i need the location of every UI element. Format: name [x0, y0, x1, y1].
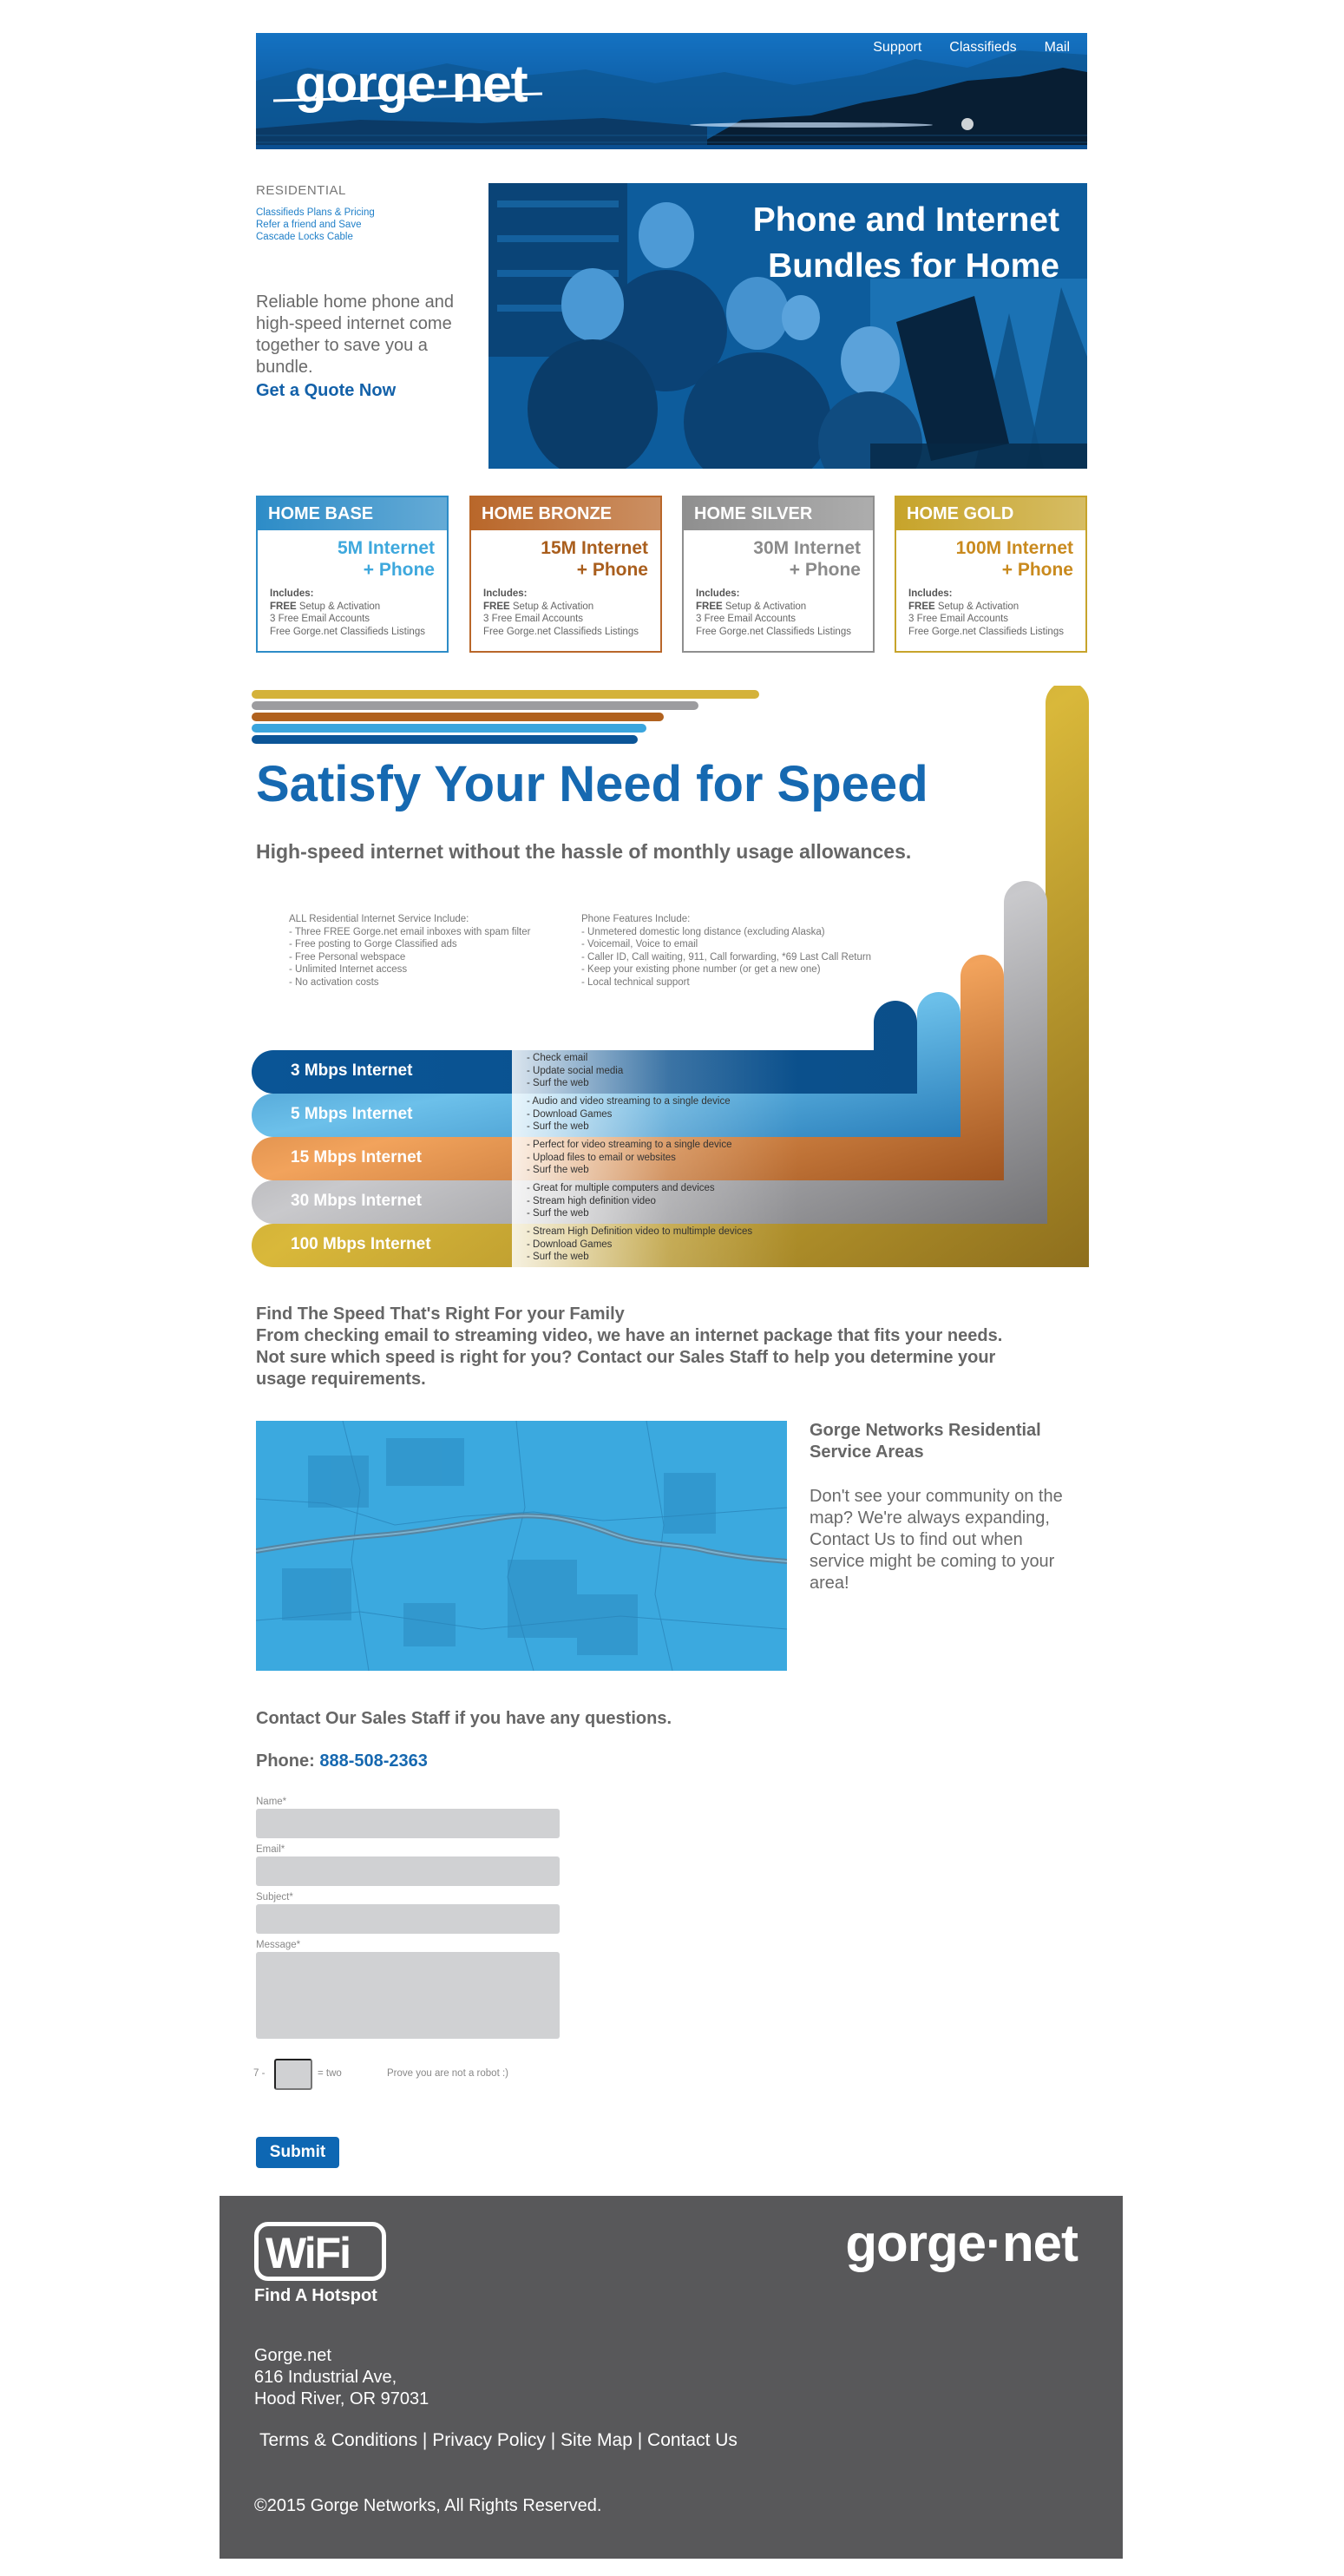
phone-feature-item: - Voicemail, Voice to email [581, 939, 698, 950]
message-label: Message* [256, 1940, 301, 1950]
plan-card-home-gold[interactable] [895, 496, 1087, 653]
tier-3mbps-label: 3 Mbps Internet [291, 1061, 413, 1080]
tier-desc-item: - Surf the web [527, 1078, 589, 1088]
free-label: FREE [270, 601, 297, 612]
tier-3mbps-desc [527, 1052, 623, 1090]
phone-features [581, 913, 871, 989]
footer-links [259, 2430, 738, 2451]
stripe-blue [252, 735, 638, 744]
phone-row [256, 1751, 428, 1771]
speed-subtitle: High-speed internet without the hassle of monthly usage allowances. [256, 840, 912, 863]
stripe-gold [252, 690, 759, 699]
includes-setup: Setup & Activation [722, 601, 807, 612]
plan-speed-line1: 30M Internet [753, 538, 861, 558]
address-city: Hood River, OR 97031 [254, 2389, 429, 2408]
includes-label: Includes: [908, 588, 953, 599]
get-quote-link[interactable]: Get a Quote Now [256, 381, 397, 400]
tier-desc-item: - Perfect for video streaming to a single device [527, 1140, 732, 1150]
tier-100mbps-desc [527, 1226, 752, 1264]
plan-card-home-silver[interactable] [682, 496, 875, 653]
header-logo[interactable]: gorge·net [295, 55, 528, 113]
submit-button[interactable]: Submit [256, 2137, 339, 2168]
sidebar-link-refer[interactable]: Refer a friend and Save [256, 220, 362, 230]
plan-includes [471, 588, 660, 638]
site-footer [220, 2196, 1123, 2559]
nav-mail-link[interactable]: Mail [1044, 40, 1070, 55]
promo-text: Reliable home phone and high-speed internet come together to save you a bundle. [256, 292, 454, 377]
link-separator: | [417, 2430, 433, 2450]
plan-name: HOME BRONZE [471, 497, 660, 530]
address-street: 616 Industrial Ave, [254, 2368, 397, 2387]
email-label: Email* [256, 1844, 285, 1855]
includes-classifieds: Free Gorge.net Classifieds Listings [483, 626, 639, 637]
includes-setup: Setup & Activation [934, 601, 1019, 612]
hero-banner [488, 183, 1087, 469]
privacy-link[interactable]: Privacy Policy [432, 2430, 546, 2450]
tier-desc-item: - Upload files to email or websites [527, 1152, 676, 1163]
site-header [256, 33, 1087, 149]
tier-15mbps-desc [527, 1139, 732, 1177]
terms-link[interactable]: Terms & Conditions [259, 2430, 418, 2450]
find-hotspot-link[interactable]: Find A Hotspot [254, 2286, 377, 2305]
internet-feature-item: - Unlimited Internet access [289, 964, 408, 975]
plan-speed-line1: 15M Internet [541, 538, 648, 558]
tier-desc-item: - Audio and video streaming to a single device [527, 1096, 731, 1107]
internet-features [289, 913, 530, 989]
free-label: FREE [696, 601, 723, 612]
speed-section [247, 686, 1093, 1267]
tier-100mbps-label: 100 Mbps Internet [291, 1235, 431, 1253]
internet-feature-item: - No activation costs [289, 976, 379, 988]
find-text-line: Not sure which speed is right for you? Contact our Sales Staff to help you determine your [256, 1348, 996, 1367]
plan-includes [684, 588, 873, 638]
subject-label: Subject* [256, 1892, 293, 1902]
find-heading: Find The Speed That's Right For your Family [256, 1304, 625, 1324]
plan-speed [258, 537, 447, 581]
phone-number-link[interactable]: 888-508-2363 [319, 1751, 428, 1771]
subject-input[interactable] [256, 1904, 560, 1934]
stripe-sky [252, 724, 646, 733]
plan-speed [896, 537, 1085, 581]
link-separator: | [632, 2430, 648, 2450]
stripe-silver [252, 701, 698, 710]
tier-15mbps-label: 15 Mbps Internet [291, 1148, 422, 1166]
plan-speed-line1: 100M Internet [955, 538, 1073, 558]
map-illustration [256, 1421, 787, 1671]
plan-includes [258, 588, 447, 638]
plan-speed [684, 537, 873, 581]
wifi-hotspot-icon[interactable] [254, 2222, 386, 2281]
tier-desc-item: - Surf the web [527, 1121, 589, 1132]
plan-speed-line2: + Phone [363, 560, 435, 580]
promo-block [256, 292, 464, 402]
name-input[interactable] [256, 1809, 560, 1838]
service-areas-text: Don't see your community on the map? We're always expanding, Contact Us to find out when service might be coming to your area! [810, 1487, 1063, 1593]
tier-desc-item: - Download Games [527, 1108, 613, 1120]
name-label: Name* [256, 1797, 287, 1807]
plan-speed-line2: + Phone [789, 560, 861, 580]
top-nav [873, 40, 1070, 56]
find-text-line: usage requirements. [256, 1370, 426, 1389]
link-separator: | [545, 2430, 561, 2450]
footer-address [254, 2345, 429, 2410]
tier-desc-item: - Download Games [527, 1239, 613, 1250]
captcha-note: Prove you are not a robot :) [387, 2068, 508, 2079]
tier-desc-item: - Stream high definition video [527, 1195, 656, 1206]
email-input[interactable] [256, 1856, 560, 1886]
footer-logo: gorge·net [845, 2214, 1078, 2272]
tier-desc-item: - Surf the web [527, 1165, 589, 1175]
find-speed-section [256, 1304, 1089, 1390]
stripe-bronze [252, 713, 664, 721]
phone-features-heading: Phone Features Include: [581, 914, 691, 924]
tier-30mbps-desc [527, 1182, 715, 1220]
includes-classifieds: Free Gorge.net Classifieds Listings [696, 626, 851, 637]
find-text-line: From checking email to streaming video, we have an internet package that fits your needs. [256, 1326, 1003, 1345]
speed-title: Satisfy Your Need for Speed [256, 756, 928, 812]
includes-classifieds: Free Gorge.net Classifieds Listings [908, 626, 1064, 637]
tier-desc-item: - Great for multiple computers and devices [527, 1183, 715, 1193]
includes-email: 3 Free Email Accounts [483, 614, 584, 624]
internet-feature-item: - Three FREE Gorge.net email inboxes with spam filter [289, 926, 531, 937]
tier-desc-item: - Surf the web [527, 1252, 589, 1262]
includes-email: 3 Free Email Accounts [270, 614, 370, 624]
tier-5mbps-label: 5 Mbps Internet [291, 1105, 413, 1123]
includes-classifieds: Free Gorge.net Classifieds Listings [270, 626, 425, 637]
free-label: FREE [483, 601, 510, 612]
internet-feature-item: - Free Personal webspace [289, 951, 406, 963]
sidebar-category: RESIDENTIAL [256, 183, 346, 198]
plan-includes [896, 588, 1085, 638]
tier-30mbps-label: 30 Mbps Internet [291, 1192, 422, 1210]
free-label: FREE [908, 601, 935, 612]
nav-classifieds-link[interactable]: Classifieds [949, 40, 1017, 55]
sitemap-link[interactable]: Site Map [561, 2430, 633, 2450]
phone-feature-item: - Unmetered domestic long distance (excluding Alaska) [581, 926, 825, 937]
contact-us-link[interactable]: Contact Us [647, 2430, 738, 2450]
tier-desc-item: - Surf the web [527, 1208, 589, 1219]
includes-label: Includes: [270, 588, 314, 599]
captcha-prefix: 7 - [253, 2068, 266, 2079]
includes-setup: Setup & Activation [509, 601, 594, 612]
includes-email: 3 Free Email Accounts [908, 614, 1009, 624]
sidebar-link-plans[interactable]: Classifieds Plans & Pricing [256, 207, 375, 218]
copyright: ©2015 Gorge Networks, All Rights Reserved. [254, 2496, 602, 2515]
hero-title-line2: Bundles for Home [768, 247, 1059, 285]
tier-desc-item: - Stream High Definition video to multimple devices [527, 1226, 753, 1237]
internet-features-heading: ALL Residential Internet Service Include: [289, 914, 469, 924]
contact-title: Contact Our Sales Staff if you have any questions. [256, 1709, 672, 1728]
plan-name: HOME SILVER [684, 497, 873, 530]
includes-label: Includes: [696, 588, 740, 599]
tier-desc-item: - Update social media [527, 1065, 624, 1076]
residential-sidebar [256, 183, 473, 243]
plan-card-home-base[interactable] [256, 496, 449, 653]
hero-title [608, 197, 1059, 289]
wifi-logo-text: WiFi [266, 2229, 351, 2277]
tier-5mbps-desc [527, 1095, 731, 1134]
tier-desc-item: - Check email [527, 1053, 588, 1063]
plan-card-home-bronze[interactable] [469, 496, 662, 653]
message-textarea[interactable] [256, 1952, 560, 2039]
internet-feature-item: - Free posting to Gorge Classified ads [289, 939, 457, 950]
hero-title-line1: Phone and Internet [752, 201, 1059, 239]
service-areas-title: Gorge Networks Residential Service Areas [810, 1421, 1041, 1462]
sidebar-link-cable[interactable]: Cascade Locks Cable [256, 232, 353, 242]
captcha-input[interactable] [274, 2059, 312, 2090]
plan-name: HOME GOLD [896, 497, 1085, 530]
plan-speed-line2: + Phone [576, 560, 648, 580]
captcha-equation: = two [318, 2068, 342, 2079]
phone-feature-item: - Caller ID, Call waiting, 911, Call forwarding, *69 Last Call Return [581, 951, 872, 963]
phone-feature-item: - Keep your existing phone number (or get a new one) [581, 964, 821, 975]
plan-speed [471, 537, 660, 581]
service-area-map[interactable] [256, 1421, 787, 1671]
includes-label: Includes: [483, 588, 528, 599]
phone-feature-item: - Local technical support [581, 976, 690, 988]
address-company: Gorge.net [254, 2346, 331, 2365]
phone-label: Phone: [256, 1751, 320, 1771]
nav-support-link[interactable]: Support [873, 40, 922, 55]
plan-speed-line2: + Phone [1001, 560, 1073, 580]
plan-speed-line1: 5M Internet [337, 538, 435, 558]
includes-email: 3 Free Email Accounts [696, 614, 797, 624]
includes-setup: Setup & Activation [296, 601, 381, 612]
plan-name: HOME BASE [258, 497, 447, 530]
